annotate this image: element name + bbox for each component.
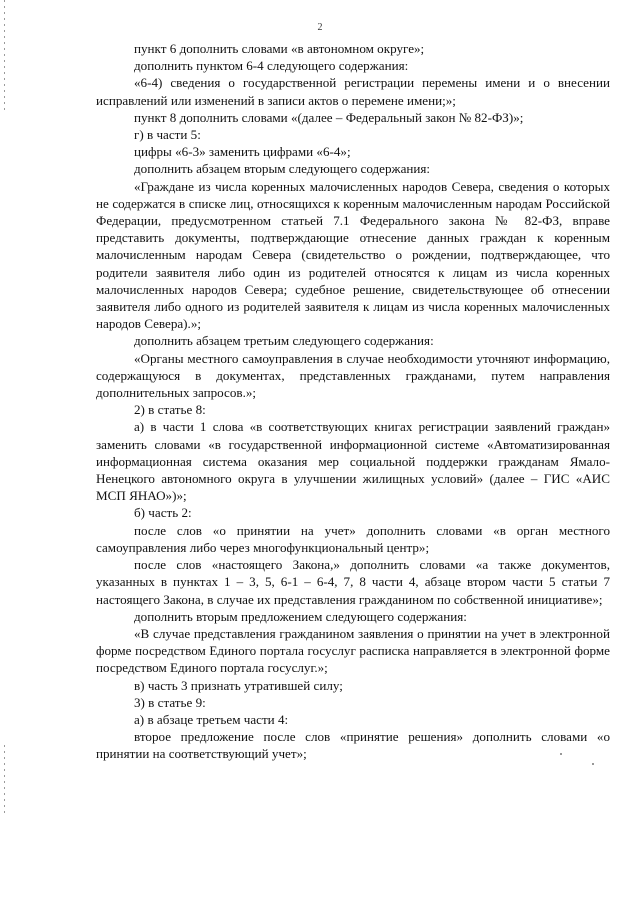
paragraph: дополнить пунктом 6-4 следующего содержания: <box>134 58 409 74</box>
paragraph: дополнить вторым предложением следующего содержания: <box>134 608 467 624</box>
scan-speck <box>592 763 594 765</box>
paragraph: а) в абзаце третьем части 4: <box>134 711 289 727</box>
paragraph: «6-4) сведения о государственной регистрации перемены имени и о внесении исправлений или изменений в записи актов о перемене имени;»; <box>96 75 610 108</box>
paragraph: г) в части 5: <box>134 127 201 143</box>
paragraph: «Органы местного самоуправления в случае необходимости уточняют информацию, содержащуюся в документах, представленных гражданами, путем направления дополнительных запросов.»; <box>96 350 610 401</box>
document-body <box>96 40 610 763</box>
paragraph: 2) в статье 8: <box>134 402 206 418</box>
paragraph: пункт 8 дополнить словами «(далее – Федеральный закон № 82-ФЗ)»; <box>134 109 524 125</box>
paragraph: а) в части 1 слова «в соответствующих книгах регистрации заявлений граждан» заменить словами «в государственной информационной системе «Автоматизированная информационная система оказания мер социальной поддержки гражданам Ямало-Ненецкого автономного округа в улучшении жилищных условий» (далее – ГИС «АИС МСП ЯНАО»)»; <box>96 419 610 504</box>
paragraph: «Граждане из числа коренных малочисленных народов Севера, сведения о которых не содержатся в списке лиц, относящихся к коренным малочисленным народам Российской Федерации, предусмотренном статьей 7.1 Федерального закона № 82-ФЗ, вправе представить документы, подтверждающие отнесение данных граждан к коренным малочисленным народам Севера (свидетельство о рождении, подтверждающее, что родители заявителя либо один из родителей относятся к лицам из числа коренных малочисленных народов Севера; судебное решение, свидетельствующее об отнесении заявителя либо одного из родителей заявителя к лицам из числа коренных малочисленных народов Севера).»; <box>96 178 610 332</box>
paragraph: после слов «настоящего Закона,» дополнить словами «а также документов, указанных в пунктах 1 – 3, 5, 6-1 – 6-4, 7, 8 части 4, абзаце втором части 5 статьи 7 настоящего Закона, в случае их представления гражданином по собственной инициативе»; <box>96 557 610 607</box>
paragraph: в) часть 3 признать утратившей силу; <box>134 677 343 693</box>
paragraph: б) часть 2: <box>134 505 192 521</box>
paragraph: дополнить абзацем третьим следующего содержания: <box>134 333 434 349</box>
paragraph: дополнить абзацем вторым следующего содержания: <box>134 161 431 177</box>
paragraph: пункт 6 дополнить словами «в автономном округе»; <box>134 41 425 56</box>
paragraph: второе предложение после слов «принятие решения» дополнить словами «о принятии на соответствующий учет»; <box>96 729 610 762</box>
scan-edge-mark <box>4 0 5 110</box>
page-number: 2 <box>317 22 323 33</box>
paragraph: цифры «6-3» заменить цифрами «6-4»; <box>134 144 351 160</box>
paragraph: 3) в статье 9: <box>134 694 206 710</box>
paragraph: после слов «о принятии на учет» дополнить словами «в орган местного самоуправления либо через многофункциональный центр»; <box>96 522 610 555</box>
paragraph: «В случае представления гражданином заявления о принятии на учет в электронной форме посредством Единого портала госуслуг расписка направляется в электронной форме посредством Единого портала госуслуг.»; <box>96 625 610 676</box>
scan-edge-mark <box>4 745 5 815</box>
